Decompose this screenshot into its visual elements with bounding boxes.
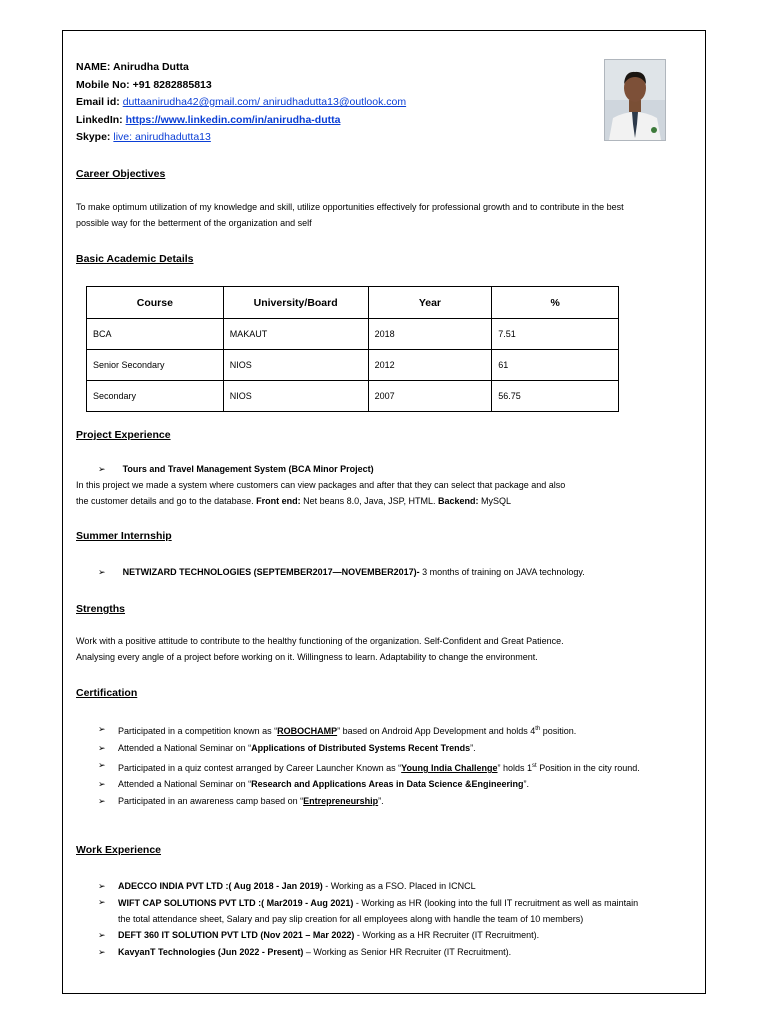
list-item [76, 944, 646, 961]
cert-emphasis: Young India Challenge [401, 763, 498, 773]
name-value: Anirudha Dutta [112, 61, 189, 73]
internship-heading: Summer Internship [76, 530, 172, 542]
project-heading: Project Experience [76, 429, 171, 441]
profile-photo [604, 59, 666, 141]
bullet-arrow-icon: ➢ [98, 796, 106, 806]
cert-text: ”. [378, 796, 384, 806]
name-label: NAME: [76, 61, 111, 73]
name-line [76, 59, 189, 77]
strengths-heading: Strengths [76, 603, 126, 615]
list-item [76, 927, 646, 944]
list-item [76, 793, 646, 810]
bullet-arrow-icon: ➢ [98, 567, 106, 577]
bullet-arrow-icon: ➢ [98, 897, 106, 907]
table-cell: NIOS [223, 381, 368, 412]
mobile-value: +91 8282885813 [132, 78, 212, 91]
bullet-arrow-icon: ➢ [98, 724, 106, 734]
job-desc: - Working as HR (looking into the full IT recruitment as well as maintain the total attendance sheet, Salary and pay slip creation for all employees along with handle the team of 10 members) [118, 898, 639, 924]
email-link[interactable]: duttaanirudha42@gmail.com/ anirudhadutta13@outlook.com [122, 96, 407, 108]
list-item [76, 721, 646, 740]
job-company: ADECCO INDIA PVT LTD :( Aug 2018 - Jan 2019) [118, 881, 323, 891]
cert-emphasis: ROBOCHAMP [277, 726, 338, 736]
academic-heading: Basic Academic Details [76, 253, 194, 265]
academic-table [86, 286, 619, 412]
bullet-arrow-icon: ➢ [98, 760, 106, 770]
strengths-line-1: Work with a positive attitude to contribute to the healthy functioning of the organization. Self-Confident and Great Patience. [76, 636, 564, 646]
cert-text: Attended a National Seminar on “ [118, 743, 252, 753]
cert-text: ” based on Android App Development and holds 4 [337, 726, 536, 736]
cert-text: Participated in a quiz contest arranged by Career Launcher Known as “ [118, 763, 402, 773]
mobile-line [76, 77, 212, 95]
list-item [76, 878, 646, 895]
list-item [76, 740, 646, 757]
internship-company: NETWIZARD TECHNOLOGIES (SEPTEMBER2017—NOVEMBER2017)- [122, 567, 420, 577]
cert-text: ”. [523, 779, 530, 789]
cert-text: ” holds 1 [497, 763, 533, 773]
project-desc-1: In this project we made a system where customers can view packages and after that they can select that package and also [76, 480, 566, 490]
mobile-label: Mobile No: [76, 78, 130, 91]
bullet-arrow-icon: ➢ [98, 881, 106, 891]
cert-text: position. [540, 726, 577, 736]
table-cell: 2018 [368, 319, 492, 350]
front-end-label: Front end: [256, 496, 301, 506]
project-desc-2 [76, 493, 511, 509]
bullet-arrow-icon: ➢ [98, 743, 106, 753]
linkedin-label: LinkedIn: [76, 113, 123, 126]
academic-col-header: Year [368, 287, 492, 319]
project-title-line [98, 461, 374, 477]
table-cell: 2012 [368, 350, 492, 381]
academic-col-header: University/Board [223, 287, 368, 319]
table-cell: BCA [87, 319, 224, 350]
job-desc: - Working as a FSO. Placed in ICNCL [322, 881, 476, 891]
cert-emphasis: Entrepreneurship [303, 796, 379, 806]
table-row [87, 319, 619, 350]
bullet-arrow-icon: ➢ [98, 464, 106, 474]
academic-header-row [87, 287, 619, 319]
table-cell: NIOS [223, 350, 368, 381]
project-desc-2-text: the customer details and go to the database. [76, 496, 257, 506]
resume-page [62, 30, 706, 994]
cert-text: ”. [470, 743, 476, 753]
table-row [87, 350, 619, 381]
bullet-arrow-icon: ➢ [98, 947, 106, 957]
job-company: DEFT 360 IT SOLUTION PVT LTD (Nov 2021 – Mar 2022) [118, 930, 355, 940]
academic-col-header: Course [87, 287, 224, 319]
career-heading: Career Objectives [76, 168, 166, 180]
email-label: Email id: [76, 96, 120, 108]
job-company: KavyanT Technologies (Jun 2022 - Present) [118, 947, 304, 957]
skype-line [76, 129, 211, 147]
project-title: Tours and Travel Management System (BCA Minor Project) [122, 464, 374, 474]
cert-text: Participated in an awareness camp based on “ [118, 796, 304, 806]
job-desc: - Working as a HR Recruiter (IT Recruitment). [354, 930, 540, 940]
table-row [87, 381, 619, 412]
list-item [76, 895, 646, 927]
bullet-arrow-icon: ➢ [98, 930, 106, 940]
cert-emphasis: Research and Applications Areas in Data Science &Engineering [251, 779, 524, 789]
cert-text: Attended a National Seminar on “ [118, 779, 252, 789]
backend-value: MySQL [478, 496, 512, 506]
table-cell: 7.51 [492, 319, 619, 350]
cert-superscript: st [532, 763, 537, 769]
list-item [76, 757, 646, 776]
cert-text: Participated in a competition known as “ [118, 726, 278, 736]
table-cell: 2007 [368, 381, 492, 412]
backend-label: Backend: [438, 496, 479, 506]
table-cell: MAKAUT [223, 319, 368, 350]
linkedin-line [76, 112, 340, 130]
front-end-value: Net beans 8.0, Java, JSP, HTML. [300, 496, 439, 506]
table-cell: Senior Secondary [87, 350, 224, 381]
cert-emphasis: Applications of Distributed Systems Recent Trends [251, 743, 471, 753]
certification-list [76, 721, 646, 810]
linkedin-link[interactable]: https://www.linkedin.com/in/anirudha-dutta [125, 113, 341, 126]
strengths-line-2: Analysing every angle of a project before working on it. Willingness to learn. Adaptability to change the environment. [76, 652, 538, 662]
academic-col-header: % [492, 287, 619, 319]
skype-label: Skype: [76, 131, 111, 143]
table-cell: 61 [492, 350, 619, 381]
job-company: WIFT CAP SOLUTIONS PVT LTD :( Mar2019 - Aug 2021) [118, 898, 354, 908]
certification-heading: Certification [76, 687, 138, 699]
bullet-arrow-icon: ➢ [98, 779, 106, 789]
career-text: To make optimum utilization of my knowledge and skill, utilize opportunities effectively for professional growth and to contribute in the best possible way for the betterment of the organization and self [76, 202, 624, 228]
table-cell: 56.75 [492, 381, 619, 412]
list-item [76, 776, 646, 793]
work-list [76, 878, 646, 961]
cert-superscript: th [535, 726, 541, 732]
internship-desc: 3 months of training on JAVA technology. [419, 567, 585, 577]
job-desc: – Working as Senior HR Recruiter (IT Recruitment). [303, 947, 512, 957]
skype-link[interactable]: live: anirudhadutta13 [113, 131, 211, 143]
internship-line [98, 564, 585, 580]
profile-photo-image [605, 60, 665, 140]
email-line [76, 94, 406, 112]
table-cell: Secondary [87, 381, 224, 412]
work-heading: Work Experience [76, 844, 162, 856]
cert-text: Position in the city round. [536, 763, 640, 773]
